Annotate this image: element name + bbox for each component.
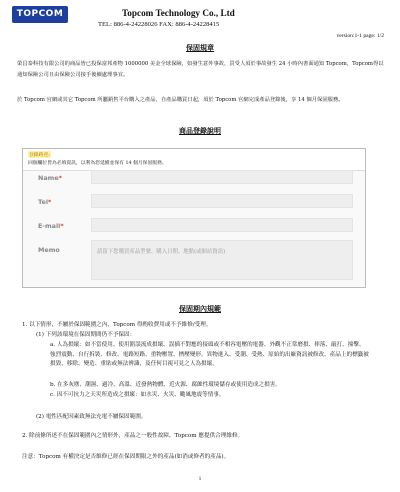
- warranty-title: 保固規章: [186, 43, 214, 52]
- form-path-tag: 登錄路徑:: [29, 153, 50, 158]
- registration-form: [22, 148, 366, 288]
- email-input[interactable]: [91, 218, 353, 232]
- logo-text: TOPCOM: [16, 9, 64, 19]
- form-header: [23, 149, 365, 171]
- clause-1: 1. 以下情形，不屬於保固範圍之內，Topcom 得酌收費用或不予維修/受理。: [22, 322, 212, 328]
- version-page: version:1-1 page: 1/2: [336, 33, 384, 39]
- memo-textarea[interactable]: 請留下您購買產品型號、購入日期、地點(或網站資訊): [91, 240, 353, 280]
- clause-1-a: a. 人為損壞：如不當使用、使用錯誤流成損壞、誤插不對應的接頭或不相容電壓的電器、外觀不正常磨損、摔落、敲打、撞擊、強烈震動、自行拆裝、修改、電路短路、重物壓置、擠壓變形、異物進入、受潮、受熱、原始的出廠資訊被修改、產品上的標籤被損毀、移除、變造、重貼或無法辨識，及任何目視可見之人為損壞。: [50, 342, 369, 368]
- tel-input[interactable]: [91, 194, 353, 208]
- page-number: 1: [198, 476, 202, 482]
- memo-label: Memo: [38, 246, 60, 254]
- clause-1-1: (1) 下列該環境在保固期間仍不予保固：: [36, 332, 136, 338]
- clause-2: 2. 除前條所述不在保固範圍內之情形外，產品之一般性故障，Topcom 應提供合理維修。: [22, 433, 244, 439]
- intro-paragraph-2: 於 Topcom 官網或其它 Topcom 所屬銷售平台購入之產品，自產品購買日起，須於 Topcom 官網完成產品登錄後，享 14 個月保固服務。: [17, 97, 344, 103]
- topcom-logo: [12, 6, 68, 23]
- intro-paragraph-1: 榮昌泰科技有限公司的商品皆已投保富邦產物 1000000 美金全球保險，如發生意外事故，買受人須於事故發生 24 小時內書面通知 Topcom，Topcom得以通知保險公司且由保險公司接手後續處理事宜。: [17, 61, 384, 78]
- name-label: Name*: [38, 174, 62, 182]
- company-name: Topcom Technology Co., Ltd: [122, 8, 235, 18]
- clause-1-2: (2) 電性匹配因素致無法充電不屬保固範圍。: [36, 414, 147, 420]
- register-title: 商品登錄說明: [179, 126, 221, 135]
- tel-label: Tel*: [38, 198, 52, 206]
- form-note: 回個欄位皆為必填資訊，以利為您延續並保有 14 個月保固服務。: [28, 161, 167, 166]
- note-text: 注意：Topcom 有權決定是否維修已經在保固期限之外的產品(如消或修者的產品)。: [22, 454, 230, 460]
- clause-1-b: b. 在多灰塵、潮濕、過冷、高溫、近發熱物體、近火源、腐蝕性環境儲存或使用造成之損害。: [50, 382, 281, 388]
- email-label: E-mail*: [38, 222, 64, 230]
- period-title: 保固期內規範: [179, 304, 221, 313]
- contact-line: TEL: 886-4-24228026 FAX: 886-4-24228415: [98, 21, 220, 28]
- name-input[interactable]: [91, 170, 353, 184]
- clause-1-c: c. 因不可抗力之天災所造成之損壞：如水災、火災、颱風地震等情事。: [50, 392, 225, 398]
